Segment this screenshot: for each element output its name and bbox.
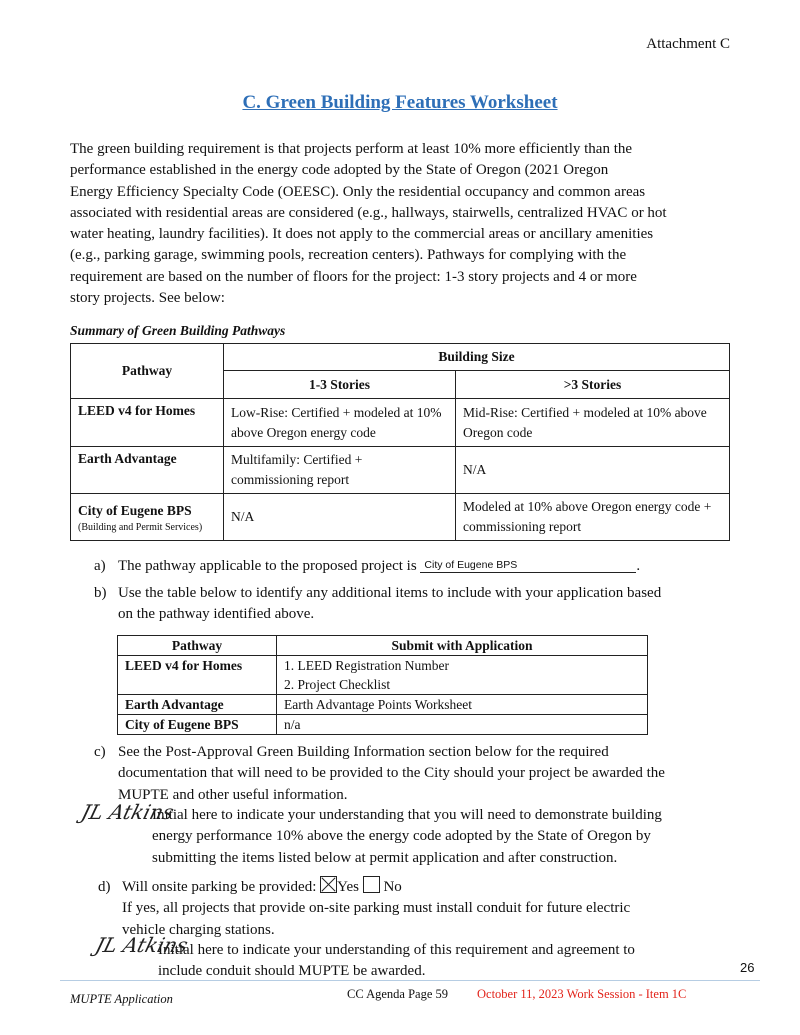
submit-item: 2. Project Checklist [284, 677, 391, 692]
pathway-cell [71, 494, 224, 541]
no-label: No [383, 879, 402, 895]
intro-paragraph [70, 139, 740, 309]
item-b [94, 583, 661, 626]
intro-line: (e.g., parking garage, swimming pools, recreation centers). Pathways for complying with the [70, 247, 627, 264]
footer-left: MUPTE Application [70, 992, 173, 1006]
high-rise-cell: N/A [456, 447, 730, 494]
item-text: documentation that will need to be provided to the City should your project be awarded the [118, 765, 665, 782]
intro-line: story projects. See below: [70, 290, 225, 307]
item-text: include conduit should MUPTE be awarded. [158, 963, 426, 980]
table-row [118, 715, 648, 735]
pathway-name: City of Eugene BPS [78, 502, 192, 518]
pathway-cell: City of Eugene BPS [118, 715, 277, 735]
item-text: Initial here to indicate your understanding that you will need to demonstrate building [152, 807, 662, 823]
header-building-size: Building Size [224, 344, 730, 371]
initials-signature[interactable]: JL Atkins [78, 800, 177, 824]
footer-agenda-page: CC Agenda Page 59 [347, 987, 449, 1001]
header-submit: Submit with Application [277, 636, 648, 656]
pathway-input[interactable]: City of Eugene BPS [420, 558, 636, 573]
header-1-3-stories: 1-3 Stories [224, 371, 456, 399]
item-text: vehicle charging stations. [122, 921, 275, 938]
header-pathway: Pathway [71, 344, 224, 399]
pathway-cell: Earth Advantage [118, 695, 277, 715]
attachment-label: Attachment C [646, 36, 730, 52]
item-text: on the pathway identified above. [118, 606, 315, 623]
page-title: C. Green Building Features Worksheet [242, 92, 558, 113]
table-row [71, 447, 730, 494]
intro-line: water heating, laundry facilities). It does not apply to the commercial areas or ancillary amenities [70, 226, 654, 243]
item-text: MUPTE and other useful information. [118, 786, 348, 803]
submit-item: n/a [277, 715, 648, 735]
item-d [98, 876, 630, 941]
header-3plus-stories: >3 Stories [456, 371, 730, 399]
pathway-cell: LEED v4 for Homes [118, 656, 277, 695]
pathway-subtitle: (Building and Permit Services) [78, 521, 203, 533]
table-row [71, 494, 730, 541]
intro-line: performance established in the energy code adopted by the State of Oregon (2021 Oregon [70, 162, 609, 179]
item-text: If yes, all projects that provide on-site parking must install conduit for future electric [122, 900, 631, 917]
table-row [71, 399, 730, 447]
low-rise-cell: Multifamily: Certified + commissioning report [224, 447, 456, 494]
no-checkbox[interactable] [363, 876, 380, 893]
table-row [118, 656, 648, 695]
yes-label: Yes [337, 879, 359, 895]
yes-checkbox[interactable] [320, 876, 337, 893]
page-number: 26 [740, 960, 755, 975]
header-pathway: Pathway [118, 636, 277, 656]
high-rise-cell: Mid-Rise: Certified + modeled at 10% above Oregon code [456, 399, 730, 447]
pathways-table [70, 343, 730, 541]
low-rise-cell: Low-Rise: Certified + modeled at 10% above Oregon energy code [224, 399, 456, 447]
item-text: Initial here to indicate your understanding of this requirement and agreement to [158, 942, 635, 958]
submit-item: 1. LEED Registration Number [284, 658, 449, 673]
table-caption: Summary of Green Building Pathways [70, 323, 286, 338]
item-a [94, 556, 640, 577]
pathway-cell: LEED v4 for Homes [71, 399, 224, 447]
initials-signature[interactable]: JL Atkins [92, 933, 191, 957]
item-text: Will onsite parking be provided: [122, 879, 317, 895]
intro-line: requirement are based on the number of floors for the project: 1-3 story projects and 4 or more [70, 268, 637, 285]
low-rise-cell: N/A [224, 494, 456, 541]
intro-line: The green building requirement is that projects perform at least 10% more efficiently than the [70, 141, 633, 157]
item-label: d) [98, 879, 111, 895]
initial-acknowledgement-d [158, 940, 635, 983]
submit-cell [277, 656, 648, 695]
footer-divider [60, 980, 760, 981]
intro-line: associated with residential areas are considered (e.g., hallways, stairwells, centralized HVAC or hot [70, 204, 667, 221]
item-label: a) [94, 558, 106, 574]
item-text: Use the table below to identify any additional items to include with your application based [118, 585, 662, 601]
item-text: submitting the items listed below at permit application and after construction. [152, 849, 618, 866]
item-text: The pathway applicable to the proposed project is [118, 558, 417, 574]
item-label: c) [94, 744, 106, 760]
item-text: See the Post-Approval Green Building Information section below for the required [118, 744, 609, 760]
pathway-cell: Earth Advantage [71, 447, 224, 494]
high-rise-cell: Modeled at 10% above Oregon energy code + commissioning report [456, 494, 730, 541]
table-row [118, 695, 648, 715]
item-text: energy performance 10% above the energy code adopted by the State of Oregon by [152, 828, 651, 845]
intro-line: Energy Efficiency Specialty Code (OEESC). Only the residential occupancy and common areas [70, 183, 646, 200]
submit-item: Earth Advantage Points Worksheet [277, 695, 648, 715]
footer-session: October 11, 2023 Work Session - Item 1C [477, 987, 687, 1001]
item-c [94, 742, 665, 806]
item-label: b) [94, 585, 107, 601]
submit-table [117, 635, 648, 735]
period: . [636, 558, 641, 574]
initial-acknowledgement-c [152, 805, 662, 869]
